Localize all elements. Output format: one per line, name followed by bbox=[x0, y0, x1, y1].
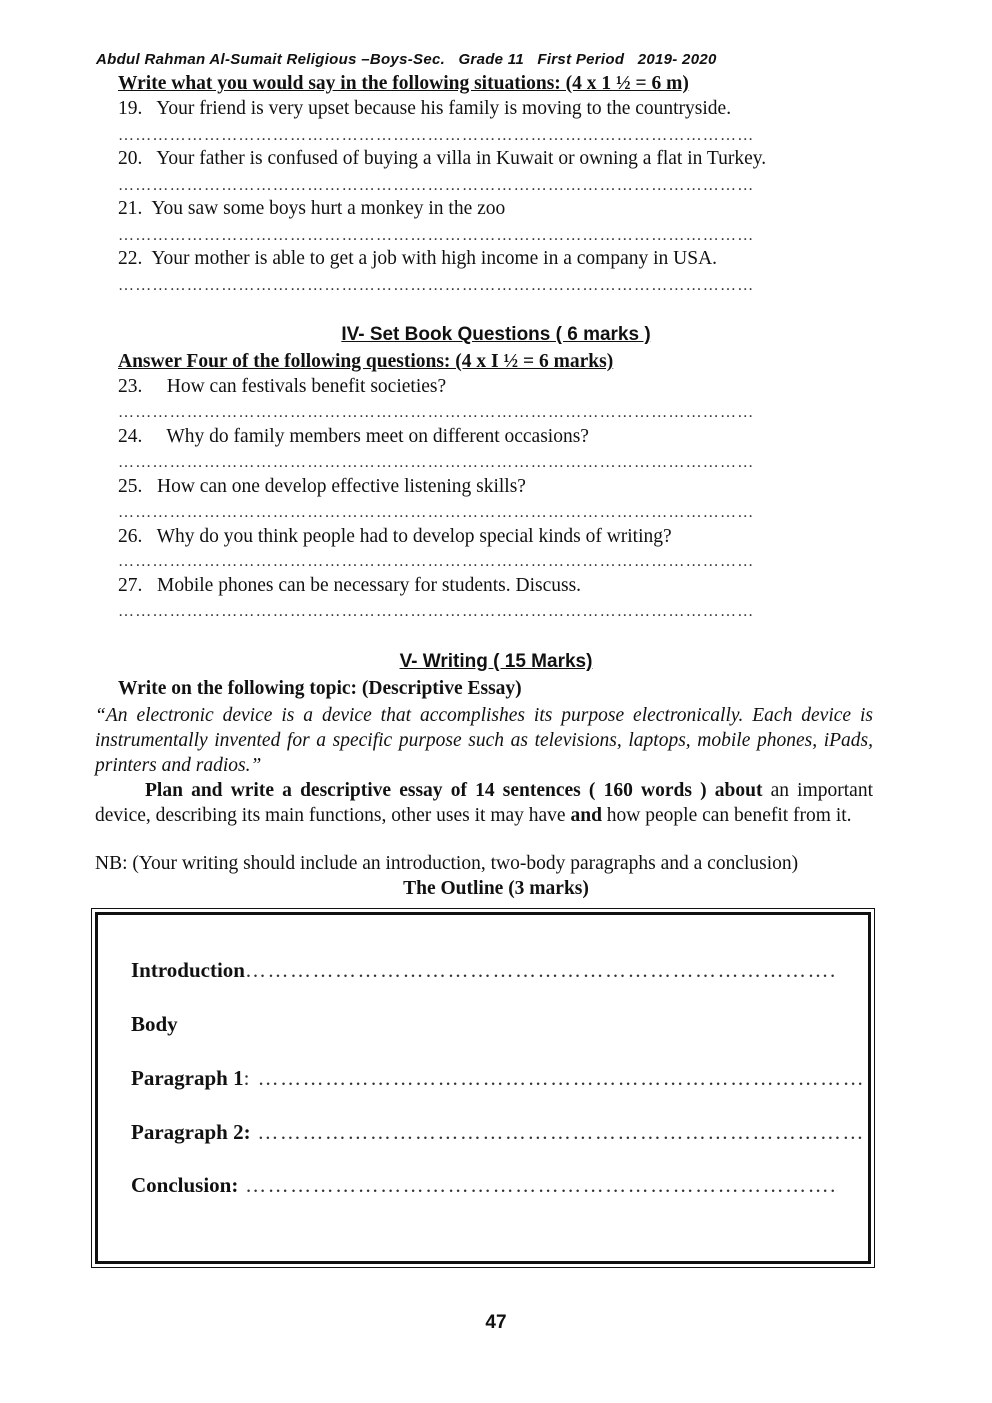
setbook-instruction: Answer Four of the following questions: (4 x I ½ = 6 marks) bbox=[118, 351, 614, 372]
task-bold-2: and bbox=[570, 805, 602, 826]
task-plain-2: how people can benefit from it. bbox=[601, 805, 852, 826]
question-text: Your mother is able to get a job with high income in a company in USA. bbox=[151, 248, 718, 269]
question-number: 26. bbox=[118, 526, 143, 547]
task-plain-1: an important device, describing its main functions, other uses it may have bbox=[95, 780, 873, 826]
question-text: How can one develop effective listening skills? bbox=[157, 476, 526, 497]
answer-line-21[interactable]: ………………………………………………………………………………………………… bbox=[118, 227, 755, 244]
answer-line-22[interactable]: ………………………………………………………………………………………………… bbox=[118, 277, 755, 294]
outline-paragraph-1[interactable] bbox=[131, 1066, 865, 1091]
question-24 bbox=[118, 426, 589, 448]
writing-title bbox=[0, 651, 992, 673]
outline-paragraph-2[interactable] bbox=[131, 1120, 865, 1145]
question-text: Why do you think people had to develop special kinds of writing? bbox=[156, 526, 672, 547]
question-number: 20. bbox=[118, 148, 143, 169]
question-25 bbox=[118, 476, 526, 498]
question-27 bbox=[118, 575, 581, 597]
question-number: 22. bbox=[118, 248, 143, 269]
writing-nb: NB: (Your writing should include an introduction, two-body paragraphs and a conclusion) bbox=[95, 853, 799, 874]
outline-title-text: The Outline (3 marks) bbox=[403, 878, 589, 899]
outline-label: Body bbox=[131, 1012, 178, 1036]
writing-title-text: V- Writing ( 15 Marks) bbox=[399, 651, 593, 672]
outline-conclusion[interactable] bbox=[131, 1173, 837, 1198]
question-text: How can festivals benefit societies? bbox=[166, 376, 447, 397]
question-number: 19. bbox=[118, 98, 143, 119]
answer-line-25[interactable]: ………………………………………………………………………………………………… bbox=[118, 504, 755, 521]
outline-body bbox=[131, 1012, 178, 1037]
writing-topic: Write on the following topic: (Descriptive Essay) bbox=[118, 678, 522, 699]
outline-label: Paragraph 2: bbox=[131, 1120, 251, 1144]
task-bold-1: Plan and write a descriptive essay of 14 sentences ( 160 words ) about bbox=[145, 780, 763, 801]
question-19 bbox=[118, 98, 731, 120]
question-22 bbox=[118, 248, 717, 270]
question-text: Mobile phones can be necessary for students. Discuss. bbox=[157, 575, 582, 596]
setbook-title bbox=[0, 324, 992, 346]
question-text: You saw some boys hurt a monkey in the zoo bbox=[151, 198, 506, 219]
question-number: 24. bbox=[118, 426, 143, 447]
answer-line-19[interactable]: ………………………………………………………………………………………………… bbox=[118, 127, 755, 144]
question-text: Why do family members meet on different occasions? bbox=[166, 426, 589, 447]
setbook-title-text: IV- Set Book Questions ( 6 marks ) bbox=[341, 324, 651, 345]
answer-line-24[interactable]: ………………………………………………………………………………………………… bbox=[118, 454, 755, 471]
question-26 bbox=[118, 526, 672, 548]
situations-instruction: Write what you would say in the following situations: (4 x 1 ½ = 6 m) bbox=[118, 73, 689, 94]
writing-quote: “An electronic device is a device that accomplishes its purpose electronically. Each device is instrumentally invented for a specific purpose such as televisions, laptops, mobile phones, iPads, printers and radios.” bbox=[95, 705, 873, 776]
outline-dots: ……………………………………………………………………. bbox=[244, 958, 837, 982]
outline-introduction[interactable] bbox=[131, 958, 837, 983]
outline-dots: ……………………………………………………………………… bbox=[250, 1120, 865, 1144]
answer-line-20[interactable]: ………………………………………………………………………………………………… bbox=[118, 177, 755, 194]
outline-label: Introduction bbox=[131, 958, 245, 982]
outline-dots: ……………………………………………………………………. bbox=[238, 1173, 837, 1197]
outline-label: Conclusion: bbox=[131, 1173, 239, 1197]
answer-line-26[interactable]: ………………………………………………………………………………………………… bbox=[118, 553, 755, 570]
page-header: Abdul Rahman Al-Sumait Religious –Boys-Sec. Grade 11 First Period 2019- 2020 bbox=[96, 51, 717, 68]
question-20 bbox=[118, 148, 766, 170]
outline-title bbox=[0, 878, 992, 900]
outline-dots: : ……………………………………………………………………… bbox=[243, 1066, 866, 1090]
page-number: 47 bbox=[485, 1312, 507, 1333]
question-number: 21. bbox=[118, 198, 143, 219]
question-23 bbox=[118, 376, 446, 398]
answer-line-23[interactable]: ………………………………………………………………………………………………… bbox=[118, 404, 755, 421]
question-number: 27. bbox=[118, 575, 143, 596]
question-number: 23. bbox=[118, 376, 143, 397]
writing-task bbox=[95, 778, 873, 828]
answer-line-27[interactable]: ………………………………………………………………………………………………… bbox=[118, 603, 755, 620]
question-number: 25. bbox=[118, 476, 143, 497]
question-21 bbox=[118, 198, 505, 220]
question-text: Your father is confused of buying a villa in Kuwait or owning a flat in Turkey. bbox=[156, 148, 767, 169]
question-text: Your friend is very upset because his family is moving to the countryside. bbox=[156, 98, 732, 119]
outline-label: Paragraph 1 bbox=[131, 1066, 244, 1090]
